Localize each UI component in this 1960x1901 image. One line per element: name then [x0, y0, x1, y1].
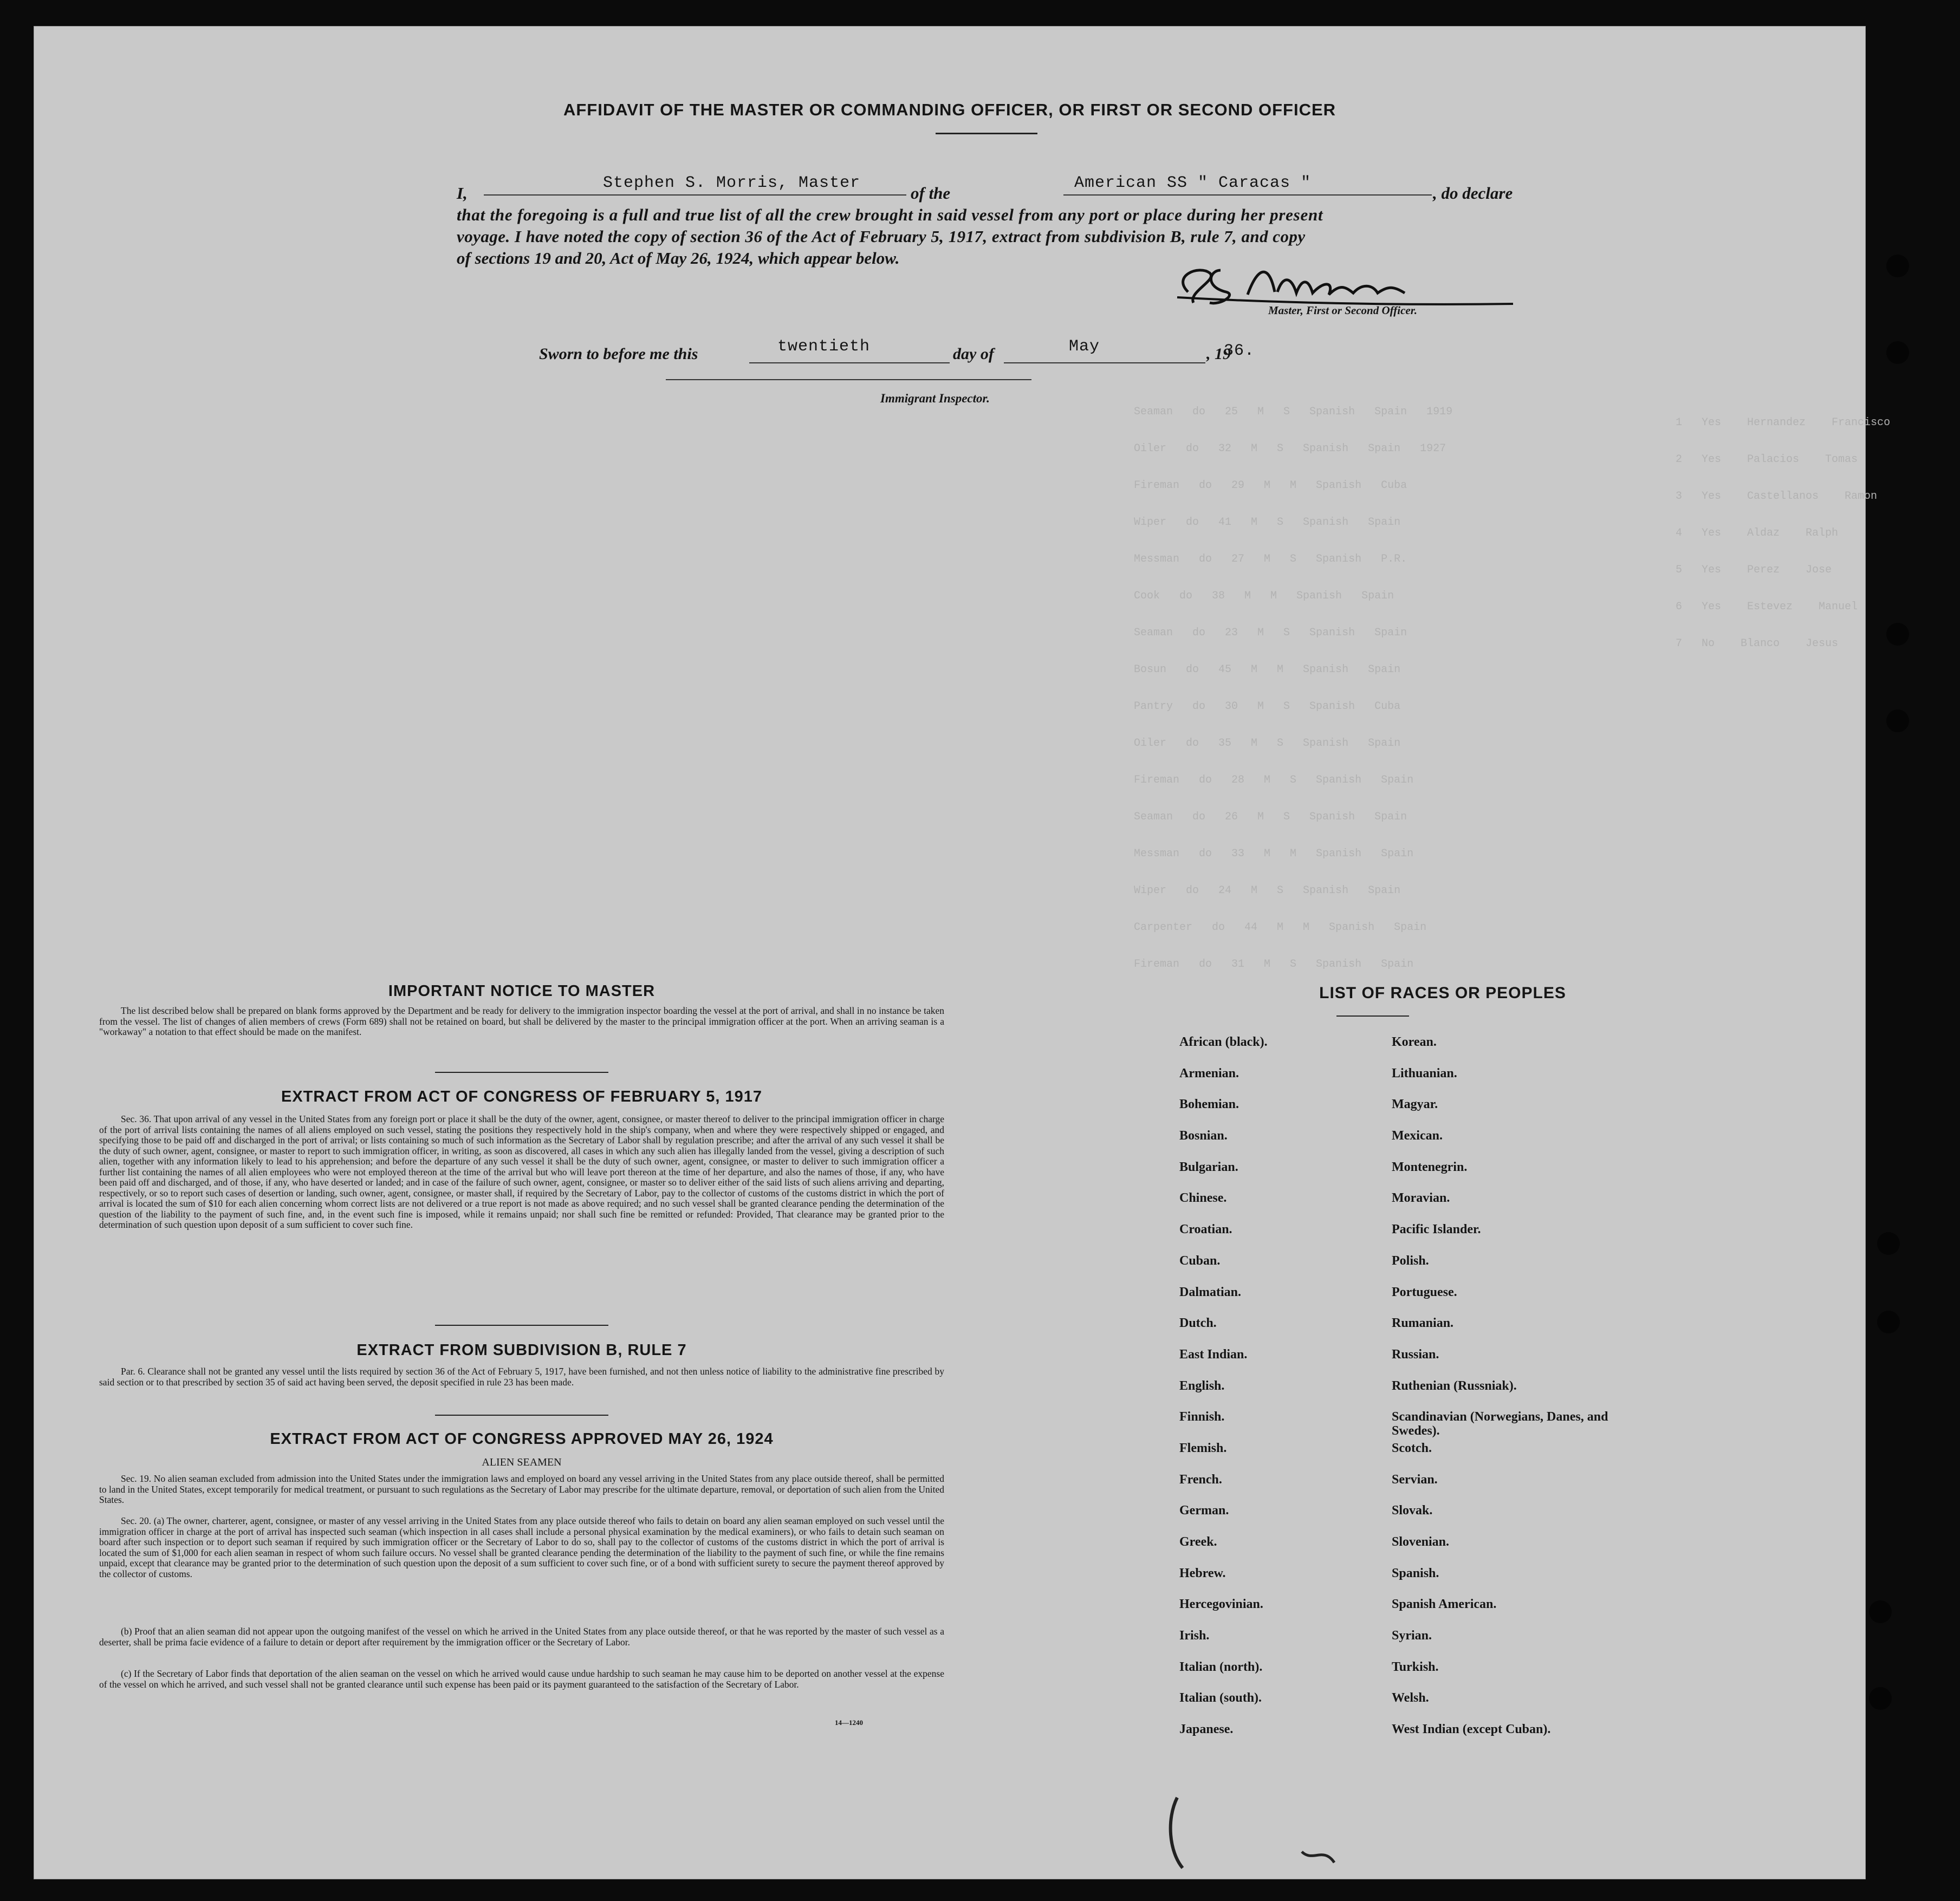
race-item: Armenian.: [1179, 1066, 1239, 1080]
declaration-do-declare: , do declare: [1433, 184, 1513, 203]
race-item: East Indian.: [1179, 1347, 1248, 1362]
extract-rule7-title: EXTRACT FROM SUBDIVISION B, RULE 7: [356, 1342, 687, 1359]
race-item: English.: [1179, 1378, 1225, 1393]
races-title: LIST OF RACES OR PEOPLES: [1319, 984, 1566, 1002]
race-item: Spanish American.: [1392, 1597, 1497, 1612]
race-item: Lithuanian.: [1392, 1066, 1457, 1080]
sworn-month-line: [1004, 362, 1205, 363]
race-item: Flemish.: [1179, 1441, 1227, 1455]
inspector-label: Immigrant Inspector.: [880, 392, 990, 405]
race-item: West Indian (except Cuban).: [1392, 1722, 1551, 1737]
race-item: African (black).: [1179, 1035, 1268, 1049]
extract-1917-text: Sec. 36. That upon arrival of any vessel in the United States from any foreign port or place it shall be the duty of the owner, agent, consignee, or master thereof to deliver to the principal immigration officer in charge of the port of arrival lists containing the names of all aliens employed on such vessel, stating the positions they respectively hold in the ship's company, when and where they were respectively shipped or engaged, and specifying those to be paid off and discharged in the port of arrival; or lists containing so much of such information as the Secretary of Labor shall by regulation prescribe; and after the arrival of any such vessel it shall be the duty of such owner, agent, consignee, or master to report to such immigration officer, in writing, as soon as discovered, all cases in which any such alien has illegally landed from the vessel, giving a description of such alien, together with any information likely to lead to his apprehension; and before the departure of any such vessel it shall be the duty of such owner, agent, consignee, or master to deliver to such immigration officer a further list containing the names of all alien employees who were not employed thereon at the time of the arrival but who will leave port thereon at the time of her departure, and also the names of those, if any, who have been paid off and discharged, and of those, if any, who have deserted or landed; and in case of the failure of such owner, agent, consignee, or master so to deliver either of the said lists of such aliens arriving and departing, respectively, or so to report such cases of desertion or landing, such owner, agent, consignee, or master shall, if required by the Secretary of Labor, pay to the collector of customs of the customs district in which the port of arrival is located the sum of $10 for each alien concerning whom correct lists are not delivered or a true report is not made as above required; and no such vessel shall be granted clearance pending the determination of the question of the liability to the payment of such fine, and, in the event such fine is imposed, while it remains unpaid; nor shall such fine be remitted or refunded: Provided, That clearance may be granted prior to the determination of such question upon deposit of a sum sufficient to cover such fine.: [99, 1114, 944, 1230]
race-item: Polish.: [1392, 1253, 1429, 1268]
punch-hole: [1877, 1232, 1900, 1255]
day-of-label: day of: [953, 345, 994, 363]
race-item: Hercegovinian.: [1179, 1597, 1263, 1612]
section-20b-text: (b) Proof that an alien seaman did not appear upon the outgoing manifest of the vessel on which he arrived in the United States from any place outside thereof, or that he was reported by the master of such vessel as a deserter, shall be prima facie evidence of a failure to detain or deport after requirement by the immigration officer or the Secretary of Labor.: [99, 1626, 944, 1648]
race-item: French.: [1179, 1472, 1222, 1487]
race-item: Portuguese.: [1392, 1285, 1457, 1299]
signature-text: SS Morris: [1166, 254, 1169, 255]
sworn-year: 36.: [1224, 342, 1255, 360]
year-prefix: , 19: [1206, 345, 1231, 363]
race-item: Ruthenian (Russniak).: [1392, 1378, 1517, 1393]
race-item: Montenegrin.: [1392, 1160, 1468, 1174]
divider: [435, 1415, 608, 1416]
race-item: Irish.: [1179, 1629, 1210, 1643]
race-item: Greek.: [1179, 1535, 1217, 1549]
divider: [435, 1325, 608, 1326]
race-item: Dalmatian.: [1179, 1285, 1241, 1299]
race-item: Italian (north).: [1179, 1659, 1263, 1674]
punch-hole: [1886, 255, 1909, 277]
race-item: Finnish.: [1179, 1410, 1225, 1424]
sworn-day-line: [749, 362, 950, 363]
race-item: Japanese.: [1179, 1722, 1234, 1737]
punch-hole: [1869, 1600, 1892, 1623]
declaration-of-the: of the: [911, 184, 951, 203]
extract-rule7-text: Par. 6. Clearance shall not be granted any vessel until the lists required by section 36 of the Act of February 5, 1917, have been furnished, and not then unless notice of liability to the administrative fine prescribed by said section or to that prescribed by section 35 of said act having been served, the deposit specified in rule 23 has been made.: [99, 1366, 944, 1388]
race-item: Korean.: [1392, 1035, 1437, 1049]
inspector-signature-line: [666, 379, 1031, 380]
race-item: Scotch.: [1392, 1441, 1432, 1455]
vessel-fill-line: [1063, 194, 1432, 196]
affidavit-title: AFFIDAVIT OF THE MASTER OR COMMANDING OFFICER, OR FIRST OR SECOND OFFICER: [563, 100, 1336, 119]
title-divider: [936, 133, 1037, 134]
divider: [435, 1072, 608, 1073]
punch-hole: [1886, 341, 1909, 364]
section-20a-text: Sec. 20. (a) The owner, charterer, agent, consignee, or master of any vessel arriving in the United States from any place outside thereof who fails to detain on board any alien seaman employed on such vessel until the immigration officer in charge at the port of arrival has inspected such seaman (which inspection in all cases shall include a personal physical examination by the medical examiners), or who fails to detain such seaman on board after such inspection or to deport such seaman if required by such immigration officer or the Secretary of Labor to do so, shall pay to the collector of customs of the customs district in which the port of arrival is located the sum of $1,000 for each alien seaman in respect of whom such failure occurs. No vessel shall be granted clearance pending the determination of the liability to the payment of such fine, or while the fine remains unpaid, except that clearance may be granted prior to the determination of such question upon the deposit of a sum sufficient to cover such fine, or of a bond with sufficient surety to secure the payment thereof approved by the collector of customs.: [99, 1515, 944, 1579]
sworn-day: twentieth: [777, 337, 871, 356]
declarant-name: Stephen S. Morris, Master: [603, 174, 861, 192]
race-item: Pacific Islander.: [1392, 1222, 1481, 1237]
race-item: Dutch.: [1179, 1316, 1217, 1331]
punch-hole: [1886, 709, 1909, 732]
notice-title: IMPORTANT NOTICE TO MASTER: [388, 982, 656, 1000]
races-list-left: [1179, 1035, 1385, 1754]
race-item: Hebrew.: [1179, 1566, 1226, 1580]
race-item: Turkish.: [1392, 1659, 1439, 1674]
punch-hole: [1886, 623, 1909, 646]
races-title-divider: [1336, 1015, 1409, 1017]
race-item: Bohemian.: [1179, 1097, 1239, 1112]
race-item: Magyar.: [1392, 1097, 1438, 1112]
race-item: Cuban.: [1179, 1253, 1221, 1268]
section-19-text: Sec. 19. No alien seaman excluded from admission into the United States under the immigration laws and employed on board any vessel arriving in the United States from any place outside thereof, shall be permitted to land in the United States, except temporarily for medical treatment, or pursuant to such regulations as the Secretary of Labor may prescribe for the ultimate departure, removal, or deportation of such alien from the United States.: [99, 1473, 944, 1505]
alien-seamen-subtitle: ALIEN SEAMEN: [482, 1456, 562, 1468]
section-20c-text: (c) If the Secretary of Labor finds that deportation of the alien seaman on the vessel on which he arrived would cause undue hardship to such seaman he may cause him to be deported on another vessel at the expense of the vessel on which he arrived, and such vessel shall not be granted clearance until such expense has been paid or its payment guaranteed to the satisfaction of the Secretary of Labor.: [99, 1668, 944, 1690]
extract-1917-title: EXTRACT FROM ACT OF CONGRESS OF FEBRUARY 5, 1917: [281, 1088, 763, 1105]
race-item: Scandinavian (Norwegians, Danes, and Swedes).: [1392, 1410, 1608, 1438]
punch-hole: [1869, 1687, 1892, 1710]
race-item: Servian.: [1392, 1472, 1438, 1487]
race-item: Spanish.: [1392, 1566, 1439, 1580]
race-item: Italian (south).: [1179, 1691, 1262, 1705]
form-number: 14—1240: [835, 1718, 863, 1727]
race-item: Syrian.: [1392, 1629, 1432, 1643]
race-item: Chinese.: [1179, 1191, 1227, 1206]
race-item: Croatian.: [1179, 1222, 1232, 1237]
race-item: Slovak.: [1392, 1503, 1433, 1518]
race-item: Slovenian.: [1392, 1535, 1450, 1549]
race-item: German.: [1179, 1503, 1229, 1518]
race-item: Russian.: [1392, 1347, 1439, 1362]
sworn-label: Sworn to before me this: [539, 345, 698, 363]
declaration-line-3: voyage. I have noted the copy of section 36 of the Act of February 5, 1917, extract from subdivision B, rule 7, and copy: [457, 227, 1306, 246]
extract-1924-title: EXTRACT FROM ACT OF CONGRESS APPROVED MAY 26, 1924: [270, 1430, 774, 1448]
race-item: Moravian.: [1392, 1191, 1450, 1206]
vessel-name: American SS " Caracas ": [1074, 174, 1312, 192]
declaration-i-label: I,: [457, 184, 468, 203]
declaration-line-2: that the foregoing is a full and true list of all the crew brought in said vessel from any port or place during her present: [457, 205, 1323, 224]
pen-marks: [1161, 1787, 1388, 1879]
document-page: 1 Yes Hernandez Francisco 2 Yes Palacios Tomas 3 Yes Castellanos Ramon 4 Yes Aldaz Ralph 5 Yes Perez Jose 6 Yes Estevez Manuel 7 No Blanco Jesus Seaman do 25 M S Spanish Spain 1919 Oiler do 32 M S Spanish Spain 1927 Fireman do 29 M M Spanish Cuba Wiper do 41 M S Spanish Spain Messman do 27 M S Spanish P.R. Cook do 38 M M Spanish Spain Seaman do 23 M S Spanish Spain Bosun do 45 M M Spanish Spain Pantry do 30 M S Spanish Cuba Oiler do 35 M S Spanish Spain Fireman do 28 M S Spanish Spain Seaman do 26 M S Spanish Spain Messman do 33 M M Spanish Spain Wiper do 24 M S Spanish Spain Carpenter do 44 M M Spanish Spain Fireman do 31 M S Spanish Spain AFFIDAVIT OF THE MASTER OR COMMANDING OFFICER, OR FIRST OR SECOND OFFICER I, Stephen S. Morris, Master of the American SS " Caracas " , do declare that the foregoing is a full and true list of all the crew brought in said vessel from any port or place during her present voyage. I have noted the copy of section 36 of the Act of February 5, 1917, extract from subdivision B, rule 7, and copy of sections 19 and 20, Act of May 26, 1924, which appear below. SS Morris Master, First or Second Officer. Sworn to before me this twentieth day of May , 19 36. Immigrant Inspector. IMPORTANT NOTICE TO MASTER The list described below shall be prepared on blank forms approved by the Department and be ready for delivery to the immigration inspector boarding the vessel at the port of arrival, and shall in no instance be taken from the vessel. The list of changes of alien members of crews (Form 689) shall not be retained on board, but shall be delivered by the master to the principal immigration officer at the port. When an arriving seaman is a "workaway" a notation to that effect should be made on the manifest. EXTRACT FROM ACT OF CONGRESS OF FEBRUARY 5, 1917 Sec. 36. That upon arrival of any vessel in the United States from any foreign port or place it shall be the duty of the owner, agent, consignee, or master thereof to deliver to the principal immigration officer in charge of the port of arrival lists containing the names of all aliens employed on such vessel, stating the positions they respectively hold in the ship's company, when and where they were respectively shipped or engaged, and specifying those to be paid off and discharged in the port of arrival; or lists containing so much of such information as the Secretary of Labor shall by regulation prescribe; and after the arrival of any such vessel it shall be the duty of such owner, agent, consignee, or master to report to such immigration officer, in writing, as soon as discovered, all cases in which any such alien has illegally landed from the vessel, giving a description of such alien, together with any information likely to lead to his apprehension; and before the departure of any such vessel it shall be the duty of such owner, agent, consignee, or master to deliver to such immigration officer a further list containing the names of all alien employees who were not employed thereon at the time of the arrival but who will leave port thereon at the time of her departure, and also the names of those, if any, who have been paid off and discharged, and of those, if any, who have deserted or landed; and in case of the failure of such owner, agent, consignee, or master so to deliver either of the said lists of such aliens arriving and departing, respectively, or so to report such cases of desertion or landing, such owner, agent, consignee, or master shall, if required by the Secretary of Labor, pay to the collector of customs of the customs district in which the port of arrival is located the sum of $10 for each alien concerning whom correct lists are not delivered or a true report is not made as above required; and no such vessel shall be granted clearance pending the determination of the question of the liability to the payment of such fine, and, in the event such fine is imposed, while it remains unpaid; nor shall such fine be remitted or refunded: Provided, That clearance may be granted prior to the determination of such question upon deposit of a sum sufficient to cover such fine. EXTRACT FROM SUBDIVISION B, RULE 7 Par. 6. Clearance shall not be granted any vessel until the lists required by section 36 of the Act of February 5, 1917, have been furnished, and not then unless notice of liability to the administrative fine prescribed by said section or to that prescribed by section 35 of said act having been served, the deposit specified in rule 23 has been made. EXTRACT FROM ACT OF CONGRESS APPROVED MAY 26, 1924 ALIEN SEAMEN Sec. 19. No alien seaman excluded from admission into the United States under the immigration laws and employed on board any vessel arriving in the United States from any place outside thereof, shall be permitted to land in the United States, except temporarily for medical treatment, or pursuant to such regulations as the Secretary of Labor may prescribe for the ultimate departure, removal, or deportation of such alien from the United States. Sec. 20. (a) The owner, charterer, agent, consignee, or master of any vessel arriving in the United States from any place outside thereof who fails to detain on board any alien seaman employed on such vessel until the immigration officer in charge at the port of arrival has inspected such seaman (which inspection in all cases shall include a personal physical examination by the medical examiners), or who fails to detain such seaman on board after such inspection or to deport such seaman if required by such immigration officer or the Secretary of Labor to do so, shall pay to the collector of customs of the customs district in which the port of arrival is located the sum of $1,000 for each alien seaman in respect of whom such failure occurs. No vessel shall be granted clearance pending the determination of the liability to the payment of such fine, or while the fine remains unpaid, except that clearance may be granted prior to the determination of such question upon the deposit of a sum sufficient to cover such fine, or of a bond with sufficient surety to secure the payment thereof approved by the collector of customs. (b) Proof that an alien seaman did not appear upon the outgoing manifest of the vessel on which he arrived in the United States from any place outside thereof, or that he was reported by the master of such vessel as a deserter, shall be prima facie evidence of a failure to detain or deport after requirement by the immigration officer or the Secretary of Labor. (c) If the Secretary of Labor finds that deportation of the alien seaman on the vessel on which he arrived would cause undue hardship to such seaman he may cause him to be deported on another vessel at the expense of the vessel on which he arrived, and such vessel shall not be granted clearance until such expense has been paid or its payment guaranteed to the satisfaction of the Secretary of Labor. 14—1240 LIST OF RACES OR PEOPLES African (black). Armenian. Bohemian. Bosnian. Bulgarian. Chinese. Croatian. Cuban. Dalmatian. Dutch. East Indian. English. Finnish. Flemish. French. German. Greek. Hebrew. Hercegovinian. Irish. Italian (north). Italian (south). Japanese. Korean. Lithuanian. Magyar. Mexican. Montenegrin. Moravian. Pacific Islander. Polish. Portuguese. Rumanian. Russian. Ruthenian (Russniak). Scandinavian (Norwegians, Danes, and Swedes). Scotch. Servian. Slovak. Slovenian. Spanish. Spanish American. Syrian. Turkish. Welsh. West Indian (except Cuban).: [34, 26, 1866, 1879]
signature-title: Master, First or Second Officer.: [1268, 304, 1417, 317]
race-item: Bosnian.: [1179, 1129, 1228, 1143]
declaration-line-4: of sections 19 and 20, Act of May 26, 1924, which appear below.: [457, 249, 900, 268]
race-item: Bulgarian.: [1179, 1160, 1238, 1174]
races-list-right: [1392, 1035, 1630, 1754]
race-item: Rumanian.: [1392, 1316, 1454, 1331]
sworn-month: May: [1069, 337, 1100, 356]
race-item: Mexican.: [1392, 1129, 1443, 1143]
punch-hole: [1877, 1311, 1900, 1333]
notice-text: The list described below shall be prepared on blank forms approved by the Department and be ready for delivery to the immigration inspector boarding the vessel at the port of arrival, and shall in no instance be taken from the vessel. The list of changes of alien members of crews (Form 689) shall not be retained on board, but shall be delivered by the master to the principal immigration officer at the port. When an arriving seaman is a "workaway" a notation to that effect should be made on the manifest.: [99, 1005, 944, 1037]
declarant-fill-line: [484, 194, 906, 196]
race-item: Welsh.: [1392, 1691, 1429, 1705]
